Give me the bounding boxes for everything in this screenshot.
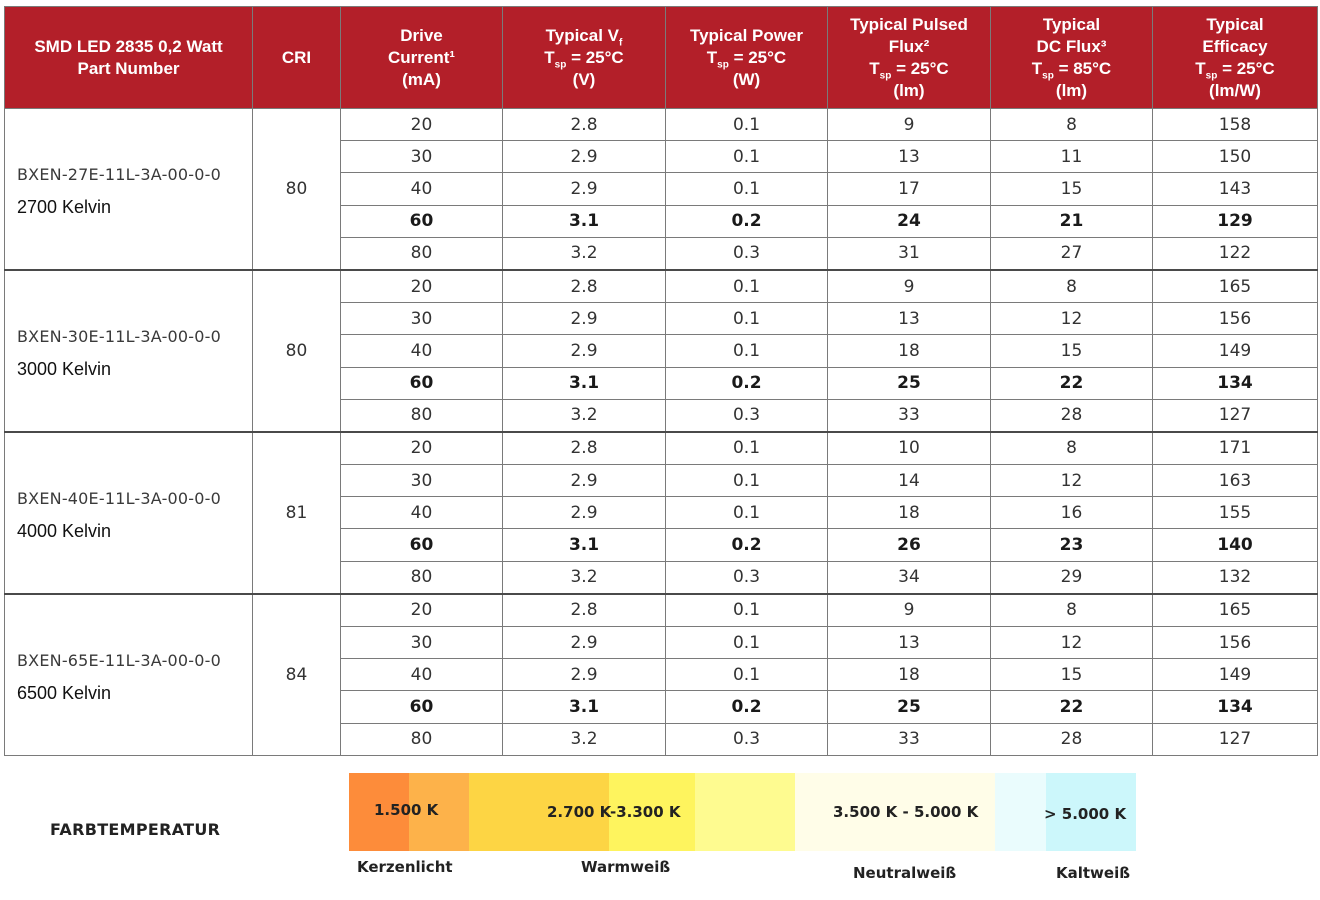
header-row [5, 7, 1318, 109]
typical-power-cell: 0.1 [666, 627, 828, 659]
drive-current-cell: 60 [341, 529, 503, 561]
pulsed-flux-cell: 33 [828, 723, 991, 755]
pulsed-flux-cell: 18 [828, 659, 991, 691]
color-temperature-label: FARBTEMPERATUR [50, 820, 221, 839]
dc-flux-cell: 16 [991, 497, 1153, 529]
drive-current-cell: 80 [341, 399, 503, 432]
dc-flux-cell: 29 [991, 561, 1153, 594]
efficacy-cell: 155 [1153, 497, 1318, 529]
typical-power-cell: 0.3 [666, 723, 828, 755]
typical-vf-cell: 2.9 [503, 303, 666, 335]
color-segment-5 [695, 773, 795, 851]
typical-vf-cell: 3.2 [503, 561, 666, 594]
typical-vf-cell: 2.9 [503, 627, 666, 659]
efficacy-cell: 165 [1153, 270, 1318, 303]
efficacy-cell: 127 [1153, 723, 1318, 755]
drive-current-cell: 80 [341, 561, 503, 594]
efficacy-cell: 158 [1153, 109, 1318, 141]
part-number: BXEN-40E-11L-3A-00-0-0 [17, 489, 222, 509]
efficacy-cell: 134 [1153, 367, 1318, 399]
header-typical-vf: Typical $V_f$ $T_{sp} = 25^\circ C$ (V) [503, 7, 666, 109]
range-warm-white: 2.700 K-3.300 K [547, 803, 681, 821]
kelvin-label: 3000 Kelvin [17, 359, 112, 380]
part-number-cell [5, 432, 253, 594]
efficacy-cell: 149 [1153, 659, 1318, 691]
typical-vf-cell: 3.1 [503, 367, 666, 399]
header-dc-flux: Typical DC Flux³ $T_{sp} = 85^\circ C$ (lm) [991, 7, 1153, 109]
header-drive-current: Drive Current¹ (mA) [341, 7, 503, 109]
range-candlelight: 1.500 K [374, 801, 439, 819]
typical-power-cell: 0.1 [666, 303, 828, 335]
pulsed-flux-cell: 18 [828, 497, 991, 529]
typical-vf-cell: 2.9 [503, 141, 666, 173]
drive-current-cell: 40 [341, 173, 503, 205]
typical-power-cell: 0.1 [666, 141, 828, 173]
name-neutral-white: Neutralweiß [853, 864, 957, 882]
header-part-number: SMD LED 2835 0,2 Watt Part Number [5, 7, 253, 109]
pulsed-flux-cell: 31 [828, 237, 991, 270]
efficacy-cell: 156 [1153, 303, 1318, 335]
drive-current-cell: 30 [341, 627, 503, 659]
cri-value: 80 [253, 109, 341, 270]
efficacy-cell: 127 [1153, 399, 1318, 432]
efficacy-cell: 122 [1153, 237, 1318, 270]
efficacy-cell: 143 [1153, 173, 1318, 205]
table-row [5, 270, 1318, 303]
color-segment-7 [995, 773, 1046, 851]
part-number: BXEN-65E-11L-3A-00-0-0 [17, 651, 222, 671]
name-candlelight: Kerzenlicht [357, 858, 453, 876]
part-number-cell [5, 594, 253, 755]
cri-value: 81 [253, 432, 341, 594]
drive-current-cell: 60 [341, 205, 503, 237]
dc-flux-cell: 8 [991, 270, 1153, 303]
pulsed-flux-cell: 13 [828, 627, 991, 659]
cri-value: 84 [253, 594, 341, 755]
typical-vf-cell: 2.9 [503, 335, 666, 367]
typical-vf-cell: 2.9 [503, 465, 666, 497]
typical-vf-cell: 3.1 [503, 205, 666, 237]
drive-current-cell: 20 [341, 594, 503, 627]
typical-vf-cell: 3.2 [503, 237, 666, 270]
typical-power-cell: 0.1 [666, 497, 828, 529]
pulsed-flux-cell: 13 [828, 303, 991, 335]
typical-power-cell: 0.3 [666, 399, 828, 432]
typical-vf-cell: 3.1 [503, 691, 666, 723]
dc-flux-cell: 28 [991, 723, 1153, 755]
header-cri: CRI [253, 7, 341, 109]
efficacy-cell: 134 [1153, 691, 1318, 723]
typical-power-cell: 0.1 [666, 173, 828, 205]
efficacy-cell: 129 [1153, 205, 1318, 237]
typical-power-cell: 0.2 [666, 529, 828, 561]
pulsed-flux-cell: 18 [828, 335, 991, 367]
typical-power-cell: 0.1 [666, 335, 828, 367]
dc-flux-cell: 15 [991, 335, 1153, 367]
dc-flux-cell: 12 [991, 627, 1153, 659]
pulsed-flux-cell: 13 [828, 141, 991, 173]
pulsed-flux-cell: 9 [828, 594, 991, 627]
typical-power-cell: 0.2 [666, 367, 828, 399]
kelvin-label: 4000 Kelvin [17, 521, 112, 542]
dc-flux-cell: 15 [991, 659, 1153, 691]
cri-value: 80 [253, 270, 341, 432]
part-number-cell [5, 270, 253, 432]
pulsed-flux-cell: 25 [828, 691, 991, 723]
dc-flux-cell: 12 [991, 465, 1153, 497]
pulsed-flux-cell: 25 [828, 367, 991, 399]
dc-flux-cell: 8 [991, 594, 1153, 627]
dc-flux-cell: 12 [991, 303, 1153, 335]
drive-current-cell: 20 [341, 432, 503, 465]
drive-current-cell: 80 [341, 723, 503, 755]
pulsed-flux-cell: 33 [828, 399, 991, 432]
typical-power-cell: 0.1 [666, 270, 828, 303]
typical-vf-cell: 2.8 [503, 270, 666, 303]
led-spec-table [4, 6, 1318, 756]
dc-flux-cell: 23 [991, 529, 1153, 561]
typical-power-cell: 0.1 [666, 465, 828, 497]
part-number: BXEN-30E-11L-3A-00-0-0 [17, 327, 222, 347]
pulsed-flux-cell: 24 [828, 205, 991, 237]
pulsed-flux-cell: 34 [828, 561, 991, 594]
typical-vf-cell: 2.8 [503, 109, 666, 141]
part-number: BXEN-27E-11L-3A-00-0-0 [17, 165, 222, 185]
pulsed-flux-cell: 14 [828, 465, 991, 497]
name-cool-white: Kaltweiß [1056, 864, 1131, 882]
typical-power-cell: 0.2 [666, 691, 828, 723]
dc-flux-cell: 28 [991, 399, 1153, 432]
dc-flux-cell: 15 [991, 173, 1153, 205]
table-row [5, 109, 1318, 141]
typical-power-cell: 0.3 [666, 237, 828, 270]
header-pulsed-flux: Typical Pulsed Flux² $T_{sp} = 25^\circ C$ (lm) [828, 7, 991, 109]
table-row [5, 594, 1318, 627]
drive-current-cell: 20 [341, 270, 503, 303]
efficacy-cell: 140 [1153, 529, 1318, 561]
drive-current-cell: 20 [341, 109, 503, 141]
drive-current-cell: 40 [341, 335, 503, 367]
drive-current-cell: 40 [341, 497, 503, 529]
efficacy-cell: 171 [1153, 432, 1318, 465]
typical-vf-cell: 3.2 [503, 723, 666, 755]
typical-power-cell: 0.3 [666, 561, 828, 594]
drive-current-cell: 30 [341, 141, 503, 173]
header-typical-power: Typical Power $T_{sp} = 25^\circ C$ (W) [666, 7, 828, 109]
drive-current-cell: 30 [341, 303, 503, 335]
dc-flux-cell: 11 [991, 141, 1153, 173]
typical-power-cell: 0.1 [666, 109, 828, 141]
efficacy-cell: 149 [1153, 335, 1318, 367]
pulsed-flux-cell: 9 [828, 109, 991, 141]
efficacy-cell: 165 [1153, 594, 1318, 627]
efficacy-cell: 156 [1153, 627, 1318, 659]
table-row [5, 432, 1318, 465]
typical-vf-cell: 2.9 [503, 497, 666, 529]
range-neutral-white: 3.500 K - 5.000 K [833, 803, 979, 821]
typical-power-cell: 0.1 [666, 659, 828, 691]
range-cool-white: > 5.000 K [1044, 805, 1127, 823]
color-temperature-bar [349, 773, 1136, 851]
pulsed-flux-cell: 26 [828, 529, 991, 561]
drive-current-cell: 30 [341, 465, 503, 497]
typical-power-cell: 0.1 [666, 594, 828, 627]
typical-vf-cell: 2.9 [503, 659, 666, 691]
dc-flux-cell: 8 [991, 109, 1153, 141]
kelvin-label: 6500 Kelvin [17, 683, 112, 704]
typical-vf-cell: 3.2 [503, 399, 666, 432]
dc-flux-cell: 8 [991, 432, 1153, 465]
drive-current-cell: 60 [341, 691, 503, 723]
pulsed-flux-cell: 17 [828, 173, 991, 205]
typical-vf-cell: 2.8 [503, 432, 666, 465]
dc-flux-cell: 21 [991, 205, 1153, 237]
typical-power-cell: 0.2 [666, 205, 828, 237]
typical-vf-cell: 2.8 [503, 594, 666, 627]
table-body [5, 109, 1318, 756]
header-efficacy: Typical Efficacy $T_{sp} = 25^\circ C$ (lm/W) [1153, 7, 1318, 109]
drive-current-cell: 80 [341, 237, 503, 270]
part-number-cell [5, 109, 253, 270]
pulsed-flux-cell: 10 [828, 432, 991, 465]
dc-flux-cell: 22 [991, 691, 1153, 723]
drive-current-cell: 60 [341, 367, 503, 399]
drive-current-cell: 40 [341, 659, 503, 691]
dc-flux-cell: 27 [991, 237, 1153, 270]
typical-vf-cell: 3.1 [503, 529, 666, 561]
dc-flux-cell: 22 [991, 367, 1153, 399]
efficacy-cell: 163 [1153, 465, 1318, 497]
kelvin-label: 2700 Kelvin [17, 197, 112, 218]
name-warm-white: Warmweiß [581, 858, 671, 876]
pulsed-flux-cell: 9 [828, 270, 991, 303]
typical-power-cell: 0.1 [666, 432, 828, 465]
efficacy-cell: 150 [1153, 141, 1318, 173]
typical-vf-cell: 2.9 [503, 173, 666, 205]
efficacy-cell: 132 [1153, 561, 1318, 594]
